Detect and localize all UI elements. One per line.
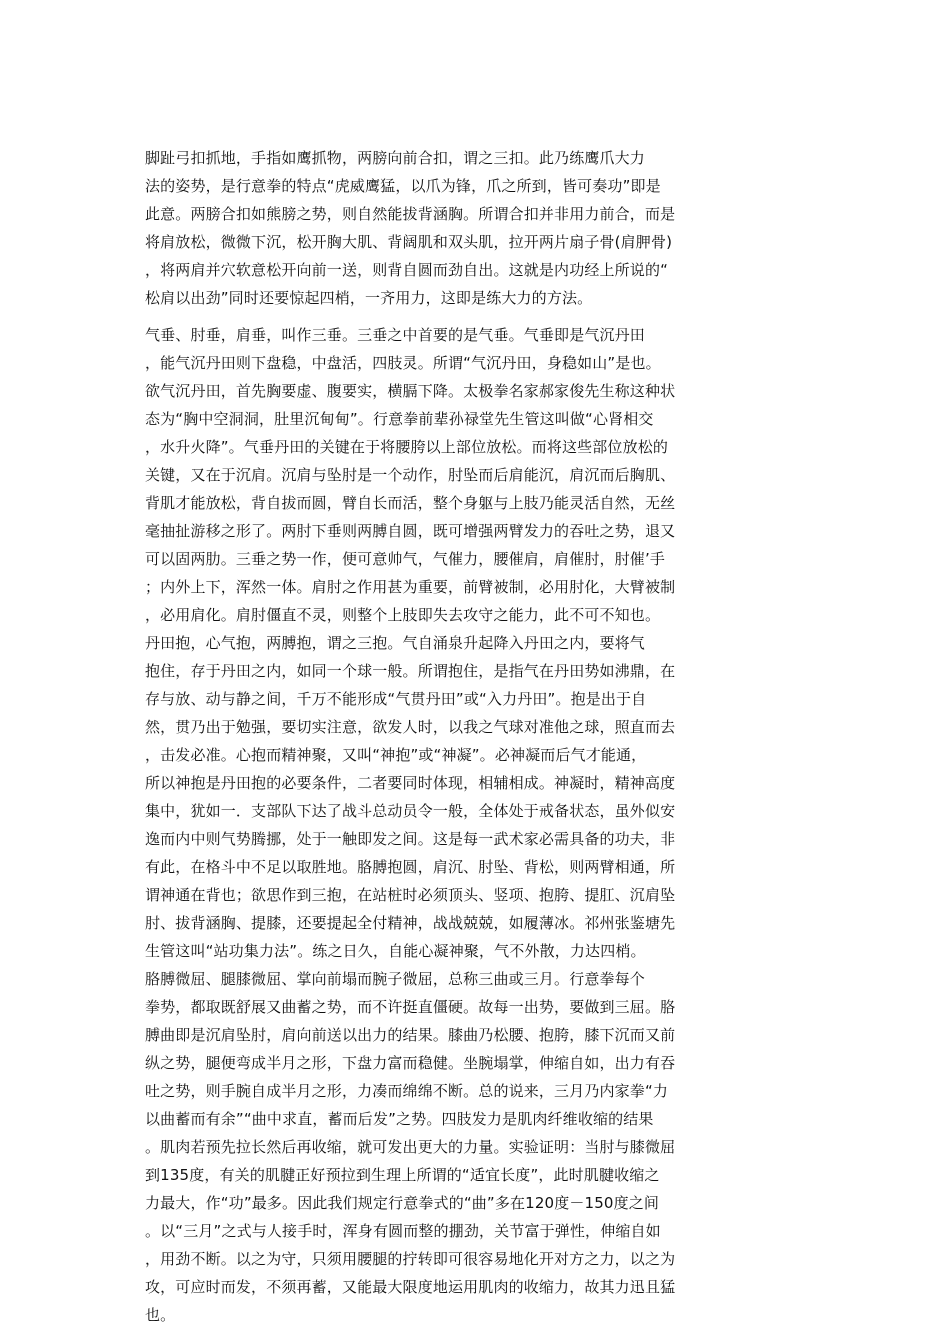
- text-line: 生管这叫“站功集力法”。练之日久，自能心凝神聚，气不外散，力达四梢。: [145, 942, 646, 960]
- text-line: 肘、拔背涵胸、提膝，还要提起全付精神，战战兢兢，如履薄冰。祁州张鉴塘先: [145, 914, 676, 932]
- text-line: 关键，又在于沉肩。沉肩与坠肘是一个动作，肘坠而后肩能沉，肩沉而后胸肌、: [145, 466, 676, 484]
- text-line: 攻，可应时而发，不须再蓄，又能最大限度地运用肌肉的收缩力，故其力迅且猛: [145, 1278, 676, 1296]
- text-line: ，水升火降”。气垂丹田的关键在于将腰胯以上部位放松。而将这些部位放松的: [145, 438, 669, 456]
- text-line: ，将两肩并穴软意松开向前一送，则背自圆而劲自出。这就是内功经上所说的“: [145, 261, 669, 279]
- text-line: 膊曲即是沉肩坠肘，肩向前送以出力的结果。膝曲乃松腰、抱胯，膝下沉而又前: [145, 1026, 676, 1044]
- text-line: 将肩放松，微微下沉，松开胸大肌、背阔肌和双头肌，拉开两片扇子骨(肩胛骨): [145, 233, 673, 251]
- text-line: 拳势，都取既舒展又曲蓄之势，而不许挺直僵硬。故每一出势，要做到三屈。胳: [145, 998, 676, 1016]
- text-line: 背肌才能放松，背自拔而圆，臂自长而活，整个身躯与上肢乃能灵活自然，无丝: [145, 494, 676, 512]
- text-line: 也。: [145, 1306, 176, 1324]
- text-line: 以曲蓄而有余”“曲中求直，蓄而后发”之势。四肢发力是肌肉纤维收缩的结果: [145, 1110, 654, 1128]
- text-line: 脚趾弓扣抓地，手指如鹰抓物，两膀向前合扣，谓之三扣。此乃练鹰爪大力: [145, 149, 645, 167]
- text-line: ，用劲不断。以之为守，只须用腰腿的拧转即可很容易地化开对方之力，以之为: [145, 1250, 676, 1268]
- text-line: 吐之势，则手腕自成半月之形，力凑而绵绵不断。总的说来，三月乃内家拳“力: [145, 1082, 669, 1100]
- text-line: ，击发必准。心抱而精神聚，又叫“神抱”或“神凝”。必神凝而后气才能通，: [145, 746, 647, 764]
- text-line: 抱住，存于丹田之内，如同一个球一般。所谓抱住，是指气在丹田势如沸鼎，在: [145, 662, 676, 680]
- text-line: 有此，在格斗中不足以取胜地。胳膊抱圆，肩沉、肘坠、背松，则两臂相通，所: [145, 858, 676, 876]
- text-line: 所以神抱是丹田抱的必要条件，二者要同时体现，相辅相成。神凝时，精神高度: [145, 774, 676, 792]
- text-line: 存与放、动与静之间，千万不能形成“气贯丹田”或“入力丹田”。抱是出于自: [145, 690, 647, 708]
- text-line: 集中，犹如一．支部队下达了战斗总动员令一般，全体处于戒备状态，虽外似安: [145, 802, 676, 820]
- text-line: 可以固两肋。三垂之势一作，便可意帅气，气催力，腰催肩，肩催肘，肘催’手: [145, 550, 666, 568]
- text-line: 逸而内中则气势腾挪，处于一触即发之间。这是每一武术家必需具备的功夫，非: [145, 830, 676, 848]
- text-line: 丹田抱，心气抱，两膊抱，谓之三抱。气自涌泉升起降入丹田之内，要将气: [145, 634, 645, 652]
- text-line: 毫抽扯游移之形了。两肘下垂则两膊自圆，既可增强两臂发力的吞吐之势，退又: [145, 522, 676, 540]
- text-line: 此意。两膀合扣如熊膀之势，则自然能拔背涵胸。所谓合扣并非用力前合，而是: [145, 205, 676, 223]
- text-line: 。肌肉若预先拉长然后再收缩，就可发出更大的力量。实验证明：当肘与膝微屈: [145, 1138, 676, 1156]
- text-line: 胳膊微屈、腿膝微屈、掌向前塌而腕子微屈，总称三曲或三月。行意拳每个: [145, 970, 645, 988]
- text-line: 欲气沉丹田，首先胸要虚、腹要实，横膈下降。太极拳名家郝家俊先生称这种状: [145, 382, 676, 400]
- text-line: 纵之势，腿便弯成半月之形，下盘力富而稳健。坐腕塌掌，伸缩自如，出力有吞: [145, 1054, 676, 1072]
- text-line: 然，贯乃出于勉强，要切实注意，欲发人时，以我之气球对准他之球，照直而去: [145, 718, 676, 736]
- text-line: 谓神通在背也；欲思作到三抱，在站桩时必须顶头、竖项、抱胯、提肛、沉肩坠: [145, 886, 676, 904]
- text-line: 气垂、肘垂，肩垂，叫作三垂。三垂之中首要的是气垂。气垂即是气沉丹田: [145, 326, 645, 344]
- text-line: 力最大，作“功”最多。因此我们规定行意拳式的“曲”多在120度－150度之间: [145, 1194, 660, 1212]
- text-line: ，能气沉丹田则下盘稳，中盘活，四肢灵。所谓“气沉丹田，身稳如山”是也。: [145, 354, 661, 372]
- text-line: 。以“三月”之式与人接手时，浑身有圆而整的掤劲，关节富于弹性，伸缩自如: [145, 1222, 661, 1240]
- text-line: 法的姿势，是行意拳的特点“虎威鹰猛，以爪为锋，爪之所到，皆可奏功”即是: [145, 177, 661, 195]
- text-line: 态为“胸中空洞洞，肚里沉甸甸”。行意拳前辈孙禄堂先生管这叫做“心肾相交: [145, 410, 654, 428]
- text-line: ，必用肩化。肩肘僵直不灵，则整个上肢即失去攻守之能力，此不可不知也。: [145, 606, 661, 624]
- text-line: 到135度，有关的肌腱正好预拉到生理上所谓的“适宜长度”，此时肌腱收缩之: [145, 1166, 660, 1184]
- text-line: ；内外上下，浑然一体。肩肘之作用甚为重要，前臂被制，必用肘化，大臂被制: [145, 578, 676, 596]
- text-line: 松肩以出劲”同时还要惊起四梢，一齐用力，这即是练大力的方法。: [145, 289, 593, 307]
